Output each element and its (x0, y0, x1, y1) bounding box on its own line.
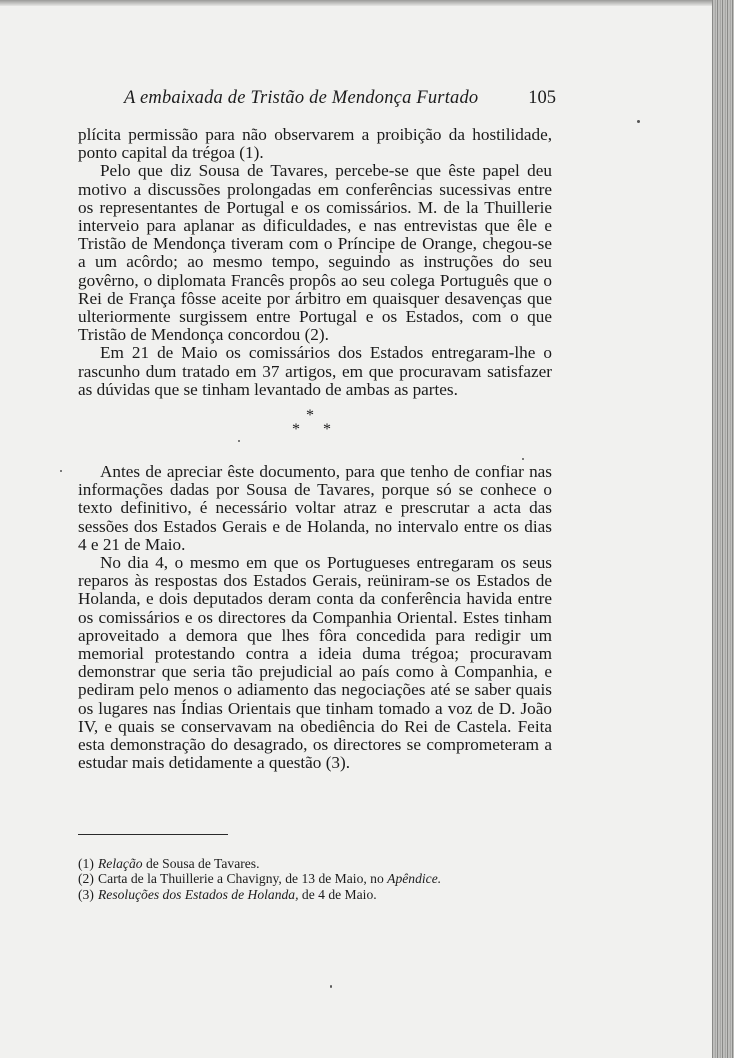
running-title: A embaixada de Tristão de Mendonça Furtado (124, 88, 479, 108)
footnote-text: de Sousa de Tavares. (142, 856, 260, 871)
paragraph-sousa-de-tavares: Pelo que diz Sousa de Tavares, percebe-se que êste papel deu motivo a discussões prolongadas em conferências sucessivas entre os representantes de Portugal e os comissários. M. de la Thuillerie interveio para aplanar as dificuldades, e nas entrevistas que êle e Tristão de Mendonça tiveram com o Príncipe de Orange, chegou-se a um acôrdo; ao mesmo tempo, seguindo as instruções do seu govêrno, o diplomata Francês propôs ao seu colega Português que o Rei de França fôsse aceite por árbitro em quaisquer desavenças que ulteriormente surgissem entre Portugal e os Estados, com o que Tristão de Mendonça concordou (2). (78, 161, 552, 345)
footnote-3 (78, 887, 548, 902)
footnote-1 (78, 856, 548, 871)
paragraph-no-dia-4: No dia 4, o mesmo em que os Portugueses entregaram os seus reparos às respostas dos Estados Gerais, reüniram-se os Estados de Holanda, e dois deputados deram conta da conferência havida entre os comissários e os directores da Companhia Oriental. Estes tinham aproveitado a demora que lhes fôra concedida para redigir um memorial protestando contra a ideia duma trégoa; procuravam demonstrar que seria tão prejudicial ao país como à Companhia, e pediram pelo menos o adiamento das negociações até se saber quais os lugares nas Índias Orientais que tinham tomado a voz de D. João IV, e quais se conservavam na obediência do Rei de Castela. Feita esta demonstração do desagrado, os directores se comprometeram a estudar mais detidamente a questão (3). (78, 553, 552, 773)
paragraph-continued: plícita permissão para não observarem a proibição da hostilidade, ponto capital da trégoa (1). (78, 125, 552, 163)
footnote-number: (3) (78, 886, 94, 902)
body-text (78, 126, 552, 773)
footnote-italic: Resoluções dos Estados de Holanda, (98, 886, 299, 902)
footnote-2 (78, 871, 548, 886)
page-stack-edge (712, 0, 734, 1058)
asterisk-left: * (292, 421, 300, 439)
footnote-number: (2) (78, 871, 94, 887)
footnote-rule (78, 834, 228, 835)
footnotes (78, 856, 548, 902)
paragraph-21-de-maio: Em 21 de Maio os comissários dos Estados entregaram-lhe o rascunho dum tratado em 37 artigos, em que procuravam satisfazer as dúvidas que se tinham levantado de ambas as partes. (78, 343, 552, 399)
paragraph-antes-de-apreciar: Antes de apreciar êste documento, para que tenho de confiar nas informações dadas por Sousa de Tavares, porque só se conhece o texto definitivo, é necessário voltar atraz e prescrutar a acta das sessões dos Estados Gerais e de Holanda, no intervalo entre os dias 4 e 21 de Maio. (78, 462, 552, 554)
footnote-italic-tail: Apêndice. (387, 871, 442, 887)
asterisk-top: * (306, 407, 314, 425)
asterisk-right: * (323, 421, 331, 439)
footnote-number: (1) (78, 856, 94, 871)
footnote-italic: Relação (98, 856, 143, 871)
section-break-asterism (78, 405, 552, 441)
footnote-text: Carta de la Thuillerie a Chavigny, de 13 de Maio, no (98, 871, 388, 887)
page-top-edge (0, 0, 734, 6)
footnote-text: de 4 de Maio. (298, 886, 377, 902)
running-header (78, 86, 556, 114)
page-number: 105 (528, 88, 556, 108)
